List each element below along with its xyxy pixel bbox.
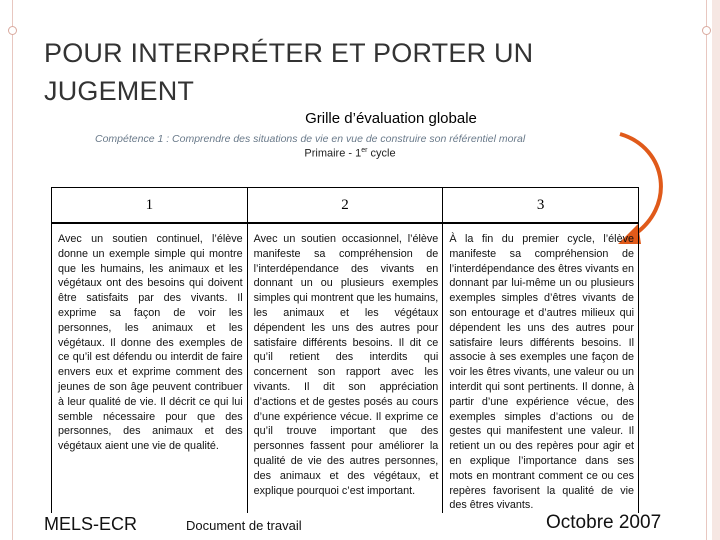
competence-text: Compétence 1 : Comprendre des situations de vie en vue de construire son référentiel moral <box>95 133 526 145</box>
slide-title: POUR INTERPRÉTER ET PORTER UN JUGEMENT <box>44 38 534 106</box>
level-1-description: Avec un soutien continuel, l’élève donne un exemple simple qui montre que les humains, les animaux et les végétaux ont des besoins qui doivent être satisfaits par des vivants. Il exprime sa façon de voir les personnes, les animaux et les végétaux. Il donne des exemples de ce qu’il est défendu ou interdit de faire envers eux et exprime comment des jeunes de son âge peuvent contribuer à leur qualité de vie. Il décrit ce qui lui semble nécessaire pour que des personnes, des animaux et des végétaux aient une vie de qualité. <box>52 229 248 513</box>
level-header-3: 3 <box>443 188 639 224</box>
header-row <box>52 188 639 224</box>
level-2-description: Avec un soutien occasionnel, l’élève manifeste sa compréhension de l’interdépendance des vivants en donnant un ou plusieurs exemples simples qui montrent que les humains, les animaux et les végétaux dépendent les uns des autres pour satisfaire différents besoins. Il dit ce qu’il retient des interdits qui concernent son rapport avec les vivants. Il dit son appréciation d’actions et de gestes posés au cours d’une expérience vécue. Il exprime ce qu’il trouve important que des personnes fassent pour améliorer la qualité de vie des autres personnes, des animaux et des végétaux, et explique pourquoi c’est important. <box>247 229 443 513</box>
level-3-description: À la fin du premier cycle, l’élève manifeste sa compréhension de l’interdépendance des êtres vivants en donnant par lui-même un ou plusieurs exemples simples d’êtres vivants de son entourage et d’autres milieux qui dépendent les uns des autres pour satisfaire leurs différents besoins. Il associe à ses exemples une façon de voir les êtres vivants, une valeur ou un interdit qui sont pertinents. Il donne, à partir d’une expérience vécue, des exemples simples d’actions ou de gestes qui manifestent une valeur. Il retient un ou des repères pour agir et en explique l’importance dans ses mots en montrant comment ce ou ces repères favorisent la qualité de vie des êtres vivants. <box>443 229 639 513</box>
level-header-2: 2 <box>247 188 443 224</box>
level-text: Primaire - 1er cycle <box>304 147 396 160</box>
right-decorative-strip <box>712 0 720 540</box>
ornament-dot-right <box>702 26 711 35</box>
left-border-line <box>12 0 13 540</box>
grid-title: Grille d’évaluation globale <box>305 110 477 127</box>
footer-document-note: Document de travail <box>186 518 302 533</box>
footer-organization: MELS-ECR <box>44 514 138 534</box>
footer-date: Octobre 2007 <box>546 512 662 533</box>
level-header-1: 1 <box>52 188 248 224</box>
ornament-dot-left <box>8 26 17 35</box>
right-border-line <box>706 0 707 540</box>
evaluation-grid-table <box>51 187 639 540</box>
description-row <box>52 229 639 513</box>
grid-title-row <box>0 110 720 127</box>
